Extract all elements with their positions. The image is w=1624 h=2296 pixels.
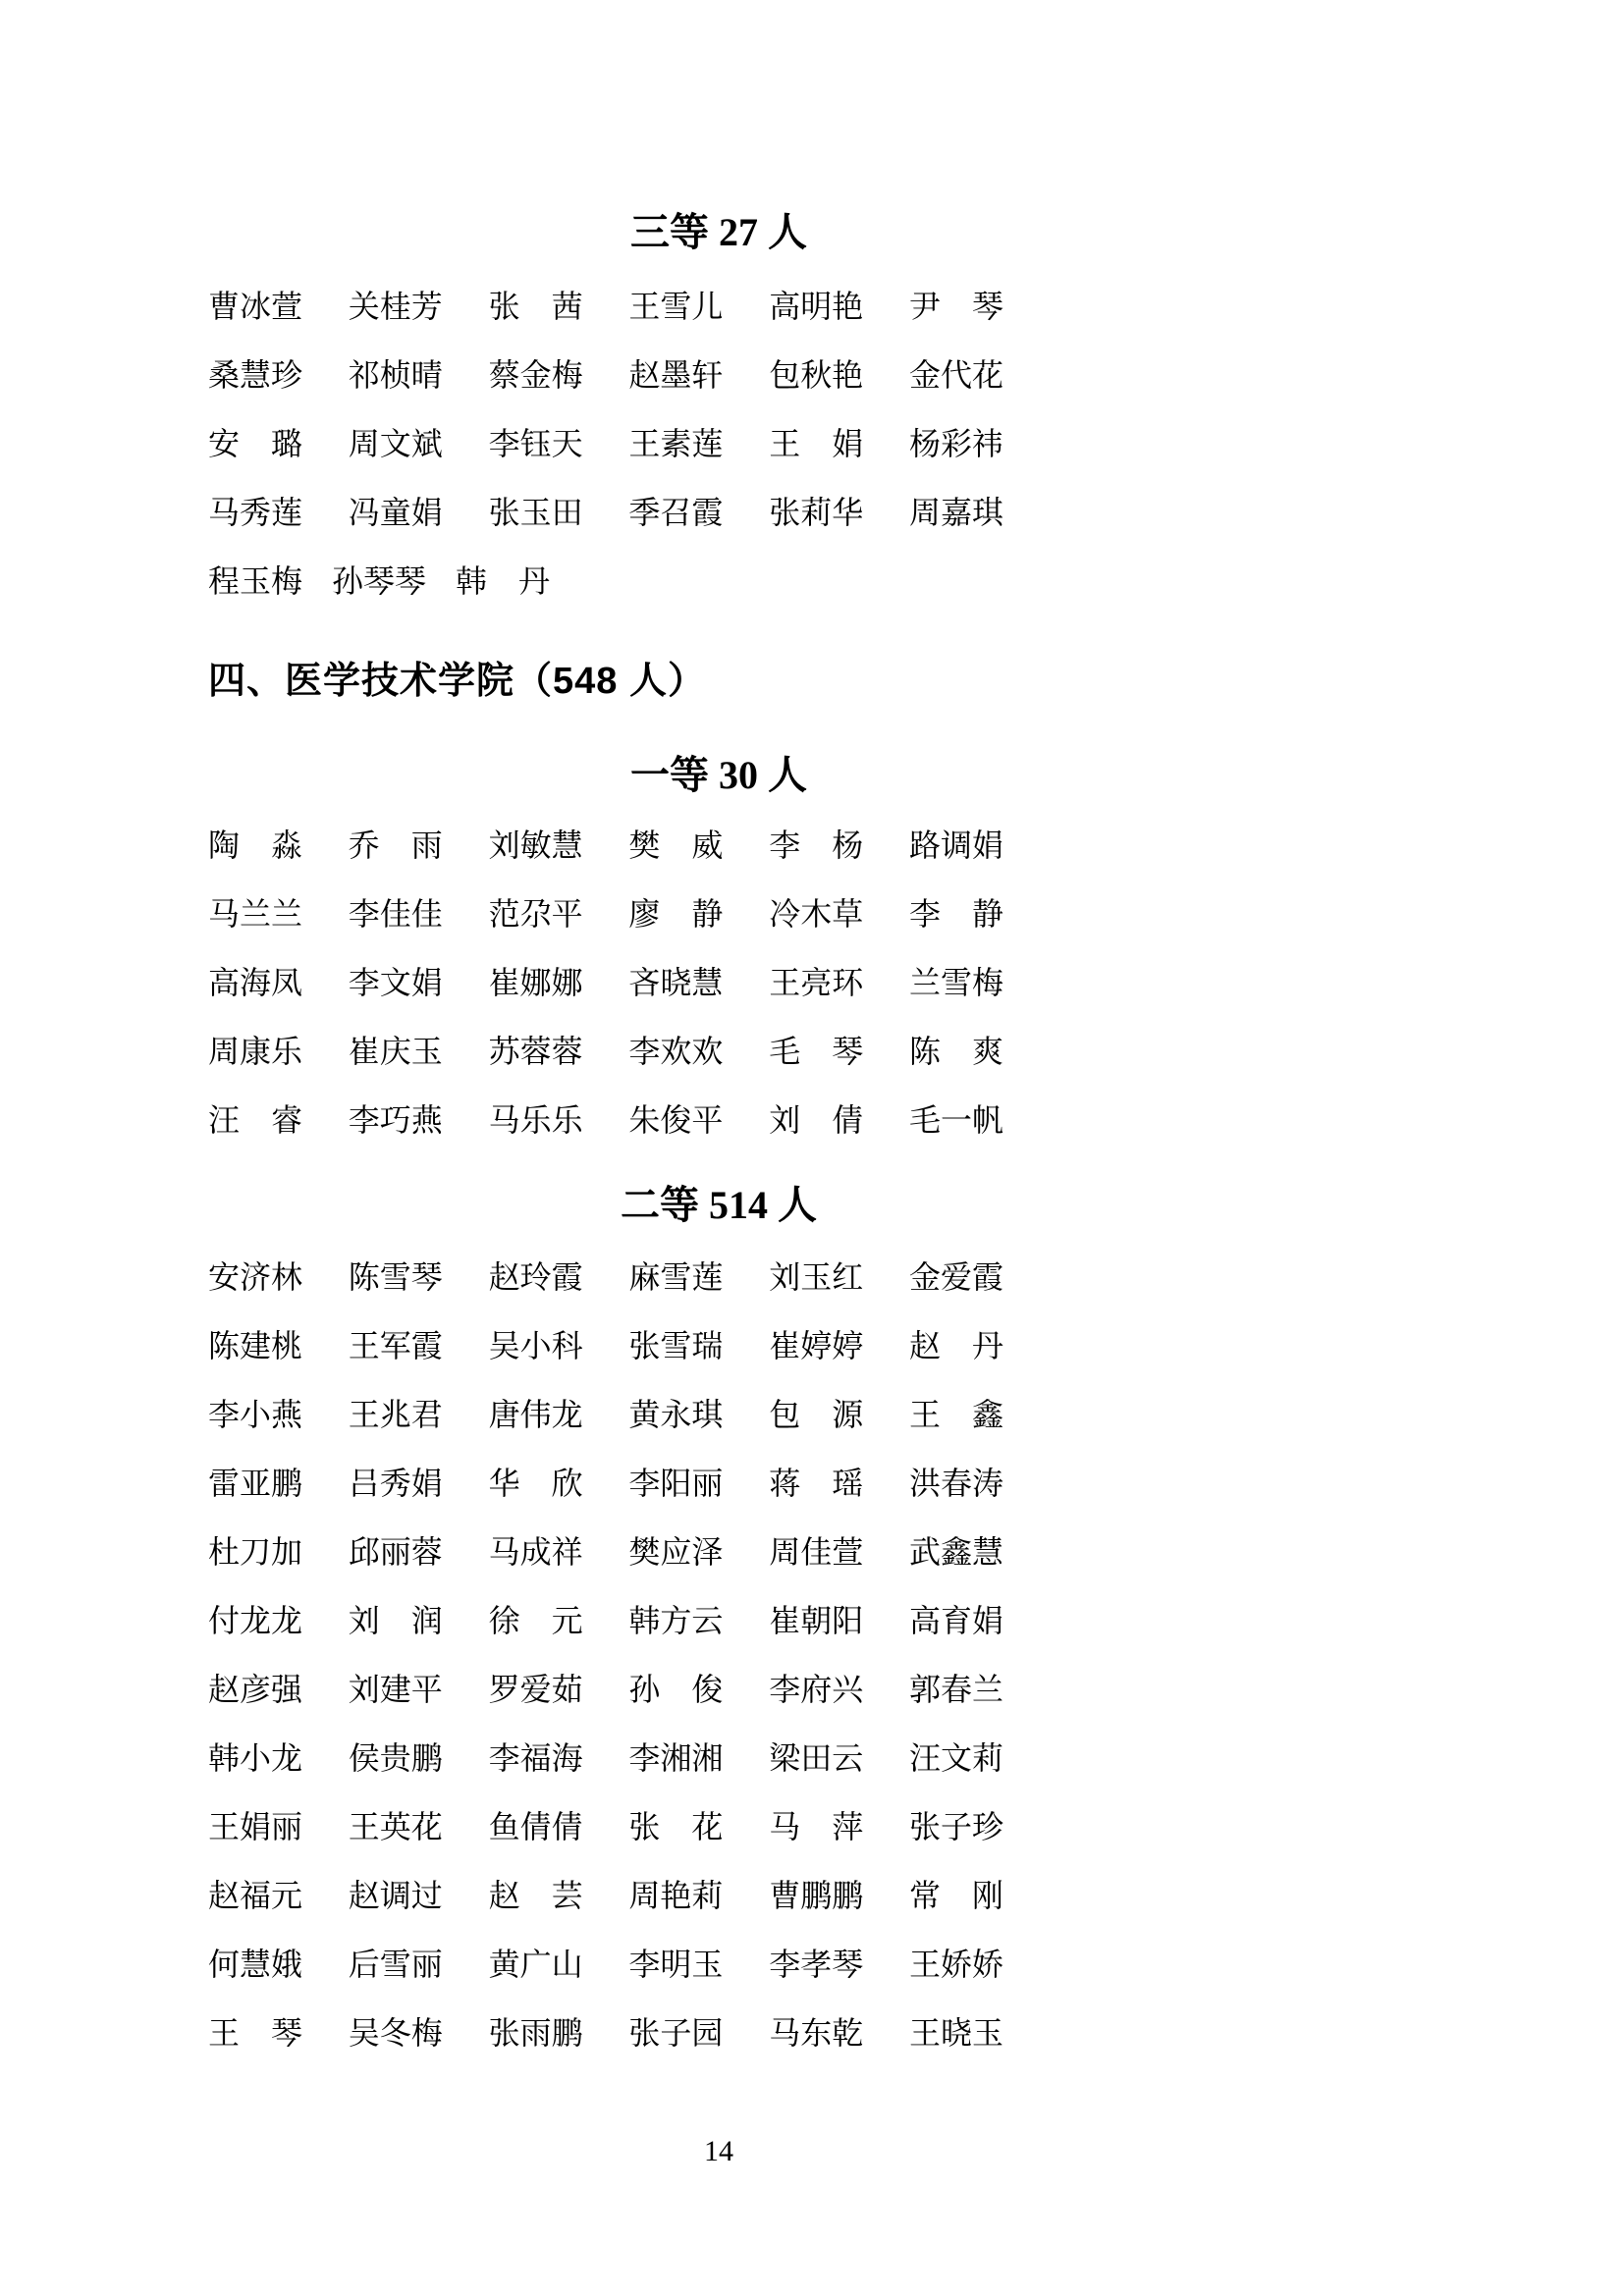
student-name: 李佳佳 (348, 896, 443, 932)
name-row (208, 1790, 1003, 1859)
student-name: 孙琴琴 (332, 563, 427, 599)
student-name: 赵 丹 (908, 1328, 1003, 1363)
student-name: 王兆君 (348, 1397, 443, 1432)
student-name: 赵调过 (348, 1878, 443, 1913)
student-name: 王亮环 (769, 965, 864, 1000)
name-row (208, 339, 1003, 407)
student-name: 吴冬梅 (348, 2015, 443, 2051)
student-name: 路调娟 (908, 828, 1003, 863)
page-number: 14 (704, 2135, 733, 2167)
student-name: 周文斌 (348, 426, 443, 461)
name-row (208, 1241, 1003, 1309)
student-name: 徐 元 (488, 1603, 583, 1638)
student-name: 张 茜 (488, 289, 583, 324)
student-name: 马兰兰 (208, 896, 303, 932)
student-name: 陈雪琴 (348, 1259, 443, 1295)
name-row (208, 1859, 1003, 1928)
student-name: 季召霞 (628, 495, 724, 530)
student-name: 张雨鹏 (488, 2015, 583, 2051)
student-name: 吴小科 (488, 1328, 583, 1363)
student-name: 周艳莉 (628, 1878, 724, 1913)
student-name: 张雪瑞 (628, 1328, 724, 1363)
student-name: 鱼倩倩 (488, 1809, 583, 1844)
name-row (208, 878, 1003, 946)
student-name: 樊 威 (628, 828, 724, 863)
student-name: 高海凤 (208, 965, 303, 1000)
student-name: 王素莲 (628, 426, 724, 461)
student-name: 陶 淼 (208, 828, 303, 863)
student-name: 李府兴 (769, 1672, 864, 1707)
grade2-name-list (208, 1241, 1003, 2065)
student-name: 范尕平 (488, 896, 583, 932)
student-name: 曹冰萱 (208, 289, 303, 324)
student-name: 马乐乐 (488, 1102, 583, 1138)
student-name: 陈建桃 (208, 1328, 303, 1363)
student-name: 金爱霞 (908, 1259, 1003, 1295)
student-name: 王晓玉 (908, 2015, 1003, 2051)
student-name: 马秀莲 (208, 495, 303, 530)
name-row (208, 1997, 1003, 2065)
student-name: 李小燕 (208, 1397, 303, 1432)
name-row (208, 1928, 1003, 1997)
student-name: 金代花 (908, 357, 1003, 393)
student-name: 汪 睿 (208, 1102, 303, 1138)
student-name: 兰雪梅 (908, 965, 1003, 1000)
student-name: 高育娟 (908, 1603, 1003, 1638)
student-name: 邱丽蓉 (348, 1534, 443, 1570)
student-name: 张玉田 (488, 495, 583, 530)
student-name: 祁桢晴 (348, 357, 443, 393)
student-name: 刘玉红 (769, 1259, 864, 1295)
name-row (208, 809, 1003, 878)
student-name: 安 璐 (208, 426, 303, 461)
student-name: 毛 琴 (769, 1034, 864, 1069)
student-name: 韩方云 (628, 1603, 724, 1638)
student-name: 李阳丽 (628, 1466, 724, 1501)
name-row (208, 1378, 1003, 1447)
student-name: 毛一帆 (908, 1102, 1003, 1138)
student-name: 马东乾 (769, 2015, 864, 2051)
student-name: 黄广山 (488, 1947, 583, 1982)
grade1-heading: 一等 30 人 (630, 753, 807, 797)
student-name: 桑慧珍 (208, 357, 303, 393)
student-name: 王雪儿 (628, 289, 724, 324)
student-name: 赵彦强 (208, 1672, 303, 1707)
student-name: 崔婷婷 (769, 1328, 864, 1363)
student-name: 王娟丽 (208, 1809, 303, 1844)
student-name: 张子园 (628, 2015, 724, 2051)
name-row (208, 1015, 1003, 1084)
student-name: 何慧娥 (208, 1947, 303, 1982)
grade1-name-list (208, 809, 1003, 1152)
student-name: 李巧燕 (348, 1102, 443, 1138)
name-row (208, 1516, 1003, 1584)
document-content (208, 0, 1249, 2169)
student-name: 雷亚鹏 (208, 1466, 303, 1501)
student-name: 付龙龙 (208, 1603, 303, 1638)
student-name: 尹 琴 (908, 289, 1003, 324)
student-name: 关桂芳 (348, 289, 443, 324)
grade2-heading: 二等 514 人 (621, 1183, 817, 1227)
student-name: 刘敏慧 (488, 828, 583, 863)
grade3-name-list (208, 270, 1003, 614)
student-name: 华 欣 (488, 1466, 583, 1501)
student-name: 刘 润 (348, 1603, 443, 1638)
student-name: 王 琴 (208, 2015, 303, 2051)
student-name: 张 花 (628, 1809, 724, 1844)
student-name: 李 杨 (769, 828, 864, 863)
student-name: 赵福元 (208, 1878, 303, 1913)
student-name: 李欢欢 (628, 1034, 724, 1069)
student-name: 唐伟龙 (488, 1397, 583, 1432)
student-name: 蔡金梅 (488, 357, 583, 393)
grade3-heading: 三等 27 人 (630, 210, 807, 254)
student-name: 乔 雨 (348, 828, 443, 863)
student-name: 郭春兰 (908, 1672, 1003, 1707)
student-name: 崔娜娜 (488, 965, 583, 1000)
student-name: 孙 俊 (628, 1672, 724, 1707)
student-name: 刘建平 (348, 1672, 443, 1707)
student-name: 李福海 (488, 1740, 583, 1776)
name-row (208, 1584, 1003, 1653)
student-name: 李湘湘 (628, 1740, 724, 1776)
student-name: 韩 丹 (456, 563, 551, 599)
student-name: 赵 芸 (488, 1878, 583, 1913)
student-name: 王 娟 (769, 426, 864, 461)
student-name: 包 源 (769, 1397, 864, 1432)
student-name: 马 萍 (769, 1809, 864, 1844)
student-name: 冯童娟 (348, 495, 443, 530)
student-name: 王军霞 (348, 1328, 443, 1363)
student-name: 吝晓慧 (628, 965, 724, 1000)
student-name: 包秋艳 (769, 357, 864, 393)
student-name: 李钰天 (488, 426, 583, 461)
student-name: 王 鑫 (908, 1397, 1003, 1432)
student-name: 李孝琴 (769, 1947, 864, 1982)
name-row (208, 270, 1003, 339)
name-row (208, 1309, 1003, 1378)
student-name: 罗爱茹 (488, 1672, 583, 1707)
student-name: 程玉梅 (208, 563, 303, 599)
student-name: 杜刀加 (208, 1534, 303, 1570)
student-name: 麻雪莲 (628, 1259, 724, 1295)
name-row (208, 407, 1003, 476)
student-name: 张莉华 (769, 495, 864, 530)
student-name: 赵墨轩 (628, 357, 724, 393)
student-name: 周康乐 (208, 1034, 303, 1069)
name-row (208, 946, 1003, 1015)
college-heading: 四、医学技术学院（548 人） (208, 661, 706, 702)
student-name: 崔朝阳 (769, 1603, 864, 1638)
student-name: 安济林 (208, 1259, 303, 1295)
name-row (208, 545, 1003, 614)
student-name: 李文娟 (348, 965, 443, 1000)
student-name: 廖 静 (628, 896, 724, 932)
student-name: 周嘉琪 (908, 495, 1003, 530)
student-name: 樊应泽 (628, 1534, 724, 1570)
student-name: 黄永琪 (628, 1397, 724, 1432)
student-name: 刘 倩 (769, 1102, 864, 1138)
student-name: 后雪丽 (348, 1947, 443, 1982)
student-name: 侯贵鹏 (348, 1740, 443, 1776)
student-name: 王娇娇 (908, 1947, 1003, 1982)
student-name: 苏蓉蓉 (488, 1034, 583, 1069)
name-row (208, 1722, 1003, 1790)
name-row (208, 1084, 1003, 1152)
student-name: 朱俊平 (628, 1102, 724, 1138)
student-name: 王英花 (348, 1809, 443, 1844)
name-row (208, 1653, 1003, 1722)
name-row (208, 1447, 1003, 1516)
student-name: 汪文莉 (908, 1740, 1003, 1776)
student-name: 马成祥 (488, 1534, 583, 1570)
student-name: 周佳萱 (769, 1534, 864, 1570)
student-name: 吕秀娟 (348, 1466, 443, 1501)
student-name: 洪春涛 (908, 1466, 1003, 1501)
student-name: 李 静 (908, 896, 1003, 932)
student-name: 梁田云 (769, 1740, 864, 1776)
student-name: 陈 爽 (908, 1034, 1003, 1069)
student-name: 张子珍 (908, 1809, 1003, 1844)
student-name: 武鑫慧 (908, 1534, 1003, 1570)
student-name: 高明艳 (769, 289, 864, 324)
name-row (208, 476, 1003, 545)
student-name: 冷木草 (769, 896, 864, 932)
student-name: 蒋 瑶 (769, 1466, 864, 1501)
student-name: 常 刚 (908, 1878, 1003, 1913)
student-name: 赵玲霞 (488, 1259, 583, 1295)
student-name: 李明玉 (628, 1947, 724, 1982)
student-name: 曹鹏鹏 (769, 1878, 864, 1913)
student-name: 杨彩祎 (908, 426, 1003, 461)
student-name: 崔庆玉 (348, 1034, 443, 1069)
student-name: 韩小龙 (208, 1740, 303, 1776)
